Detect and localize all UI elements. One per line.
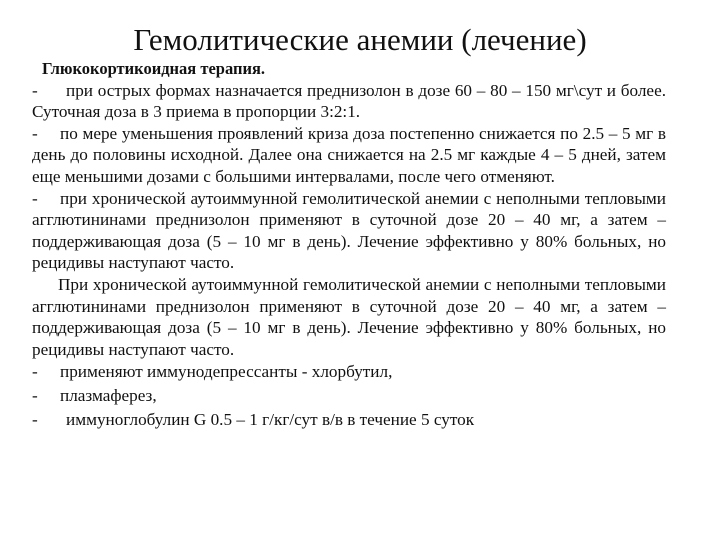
- dash-bullet: -: [32, 386, 38, 406]
- subheading: Глюкокортикоидная терапия.: [42, 59, 266, 78]
- slide-title: Гемолитические анемии (лечение): [133, 22, 587, 57]
- list-item: [32, 360, 666, 384]
- list-item: [32, 408, 666, 432]
- slide-body: [32, 58, 666, 432]
- dash-bullet: -: [32, 362, 38, 382]
- list-item-text: применяют иммунодепрессанты - хлорбутил,: [60, 362, 393, 382]
- dash-bullet: -: [32, 188, 38, 208]
- list-item-text: при хронической аутоиммунной гемолитической анемии с неполными тепловыми агглютининами преднизолон применяют в суточной дозе 20 – 40 мг, а затем – поддерживающая доза (5 – 10 мг в день). Лечение эффективно у 80% больных, но рецидивы наступают часто.: [32, 188, 666, 273]
- paragraph: При хронической аутоиммунной гемолитической анемии с неполными тепловыми агглютининами преднизолон применяют в суточной дозе 20 – 40 мг, а затем – поддерживающая доза (5 – 10 мг в день). Лечение эффективно у 80% больных, но рецидивы наступают часто.: [32, 274, 666, 359]
- list-item: [32, 80, 666, 123]
- list-item: [32, 384, 666, 408]
- list-item-text: плазмаферез,: [60, 386, 157, 406]
- dash-bullet: -: [32, 410, 38, 430]
- dash-bullet: -: [32, 123, 38, 143]
- list-item: [32, 188, 666, 274]
- list-item-text: иммуноглобулин G 0.5 – 1 г/кг/сут в/в в течение 5 суток: [66, 410, 475, 430]
- list-item-text: при острых формах назначается преднизолон в дозе 60 – 80 – 150 мг\сут и более. Суточная доза в 3 приема в пропорции 3:2:1.: [32, 80, 666, 122]
- list-item: [32, 123, 666, 188]
- list-item-text: по мере уменьшения проявлений криза доза постепенно снижается по 2.5 – 5 мг в день до половины исходной. Далее она снижается на 2.5 мг каждые 4 – 5 дней, затем еще меньшими дозами с большими интервалами, после чего отменяют.: [32, 123, 666, 186]
- dash-bullet: -: [32, 80, 38, 100]
